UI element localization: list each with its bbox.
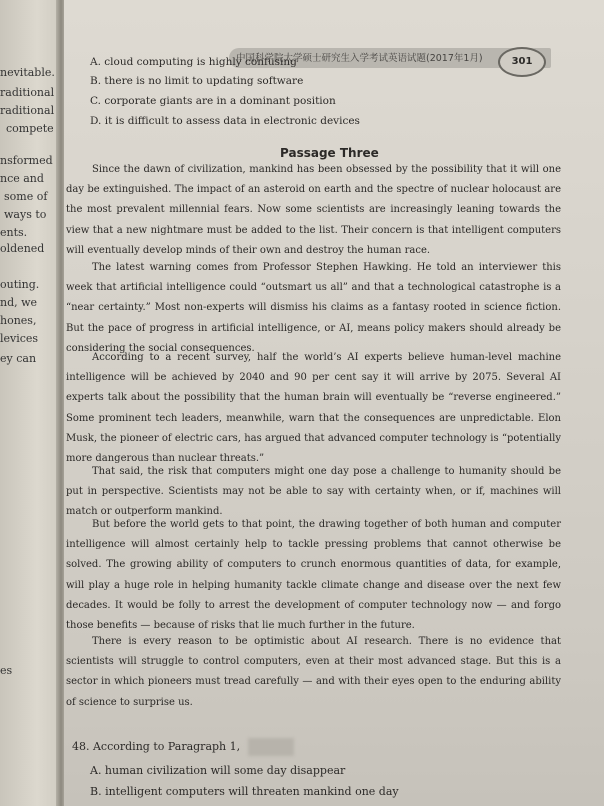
previous-option: C. corporate giants are in a dominant position bbox=[90, 95, 336, 107]
running-header: 中国科学院大学硕士研究生入学考试英语试题(2017年1月) bbox=[236, 53, 483, 64]
left-page-fragment: outing. bbox=[0, 278, 40, 291]
left-page-fragment: nd, we bbox=[0, 296, 38, 309]
previous-option: A. cloud computing is highly confusing bbox=[90, 56, 297, 68]
page-number: 301 bbox=[498, 47, 546, 77]
left-page-fragment: ways to bbox=[4, 208, 47, 221]
left-page-fragment: ents. bbox=[0, 226, 28, 239]
left-page-fragment: levices bbox=[0, 332, 39, 345]
previous-option: B. there is no limit to updating software bbox=[90, 75, 304, 87]
passage-paragraph: The latest warning comes from Professor Stephen Hawking. He told an interviewer this week that artificial intelligence could “outsmart us all” and that a technological catastrophe is a “near certainty.” Most non-experts will dismiss his claims as a fantasy rooted in science fiction. But the pace of progress in artificial intelligence, or AI, means policy makers should already be considering the social consequences. bbox=[66, 262, 561, 354]
passage-paragraph: Since the dawn of civilization, mankind has been obsessed by the possibility that it will one day be extinguished. The impact of an asteroid on earth and the spectre of nuclear holocaust are the most prevalent millennial fears. Now some scientists are increasingly leaning towards the view that a new nightmare must be added to the list. Their concern is that intelligent computers will eventually develop minds of their own and destroy the human race. bbox=[66, 164, 561, 256]
question-option: A. human civilization will some day disappear bbox=[90, 764, 346, 777]
left-page-fragment: ey can bbox=[0, 352, 37, 365]
question-option: B. intelligent computers will threaten mankind one day bbox=[90, 785, 399, 798]
left-page-fragment: nce and bbox=[0, 172, 44, 185]
passage-paragraph: But before the world gets to that point, the drawing together of both human and computer intelligence will almost certainly help to tackle pressing problems that cannot otherwise be solved. The growing ability of computers to crunch enormous quantities of data, for example, will play a huge role in helping humanity tackle climate change and disease over the next few decades. It would be folly to arrest the development of computer technology now — and forgo those benefits — because of risks that lie much further in the future. bbox=[66, 519, 561, 632]
left-page-fragment: nsformed bbox=[0, 154, 53, 167]
question-stem: 48. According to Paragraph 1, bbox=[72, 740, 241, 753]
left-page-fragment: oldened bbox=[0, 242, 45, 255]
passage-paragraph: That said, the risk that computers might one day pose a challenge to humanity should be put in perspective. Scientists may not be able to say with certainty when, or if, machines will match or outperform mankind. bbox=[66, 466, 561, 518]
left-page bbox=[0, 0, 62, 806]
left-page-fragment: some of bbox=[4, 190, 48, 203]
left-page-fragment: raditional bbox=[0, 104, 55, 117]
right-page bbox=[64, 0, 604, 806]
passage-paragraph: According to a recent survey, half the world’s AI experts believe human-level machine intelligence will be achieved by 2040 and 90 per cent say it will arrive by 2075. Several AI experts talk about the possibility that the human brain will eventually be “reverse engineered.” Some prominent tech leaders, meanwhile, warn that the consequences are unpredictable. Elon Musk, the pioneer of electric cars, has argued that advanced computer technology is “potentially more dangerous than nuclear threats.” bbox=[66, 352, 561, 465]
left-page-fragment: raditional bbox=[0, 86, 55, 99]
left-page-fragment: nevitable. bbox=[0, 66, 55, 79]
left-page-fragment: hones, bbox=[0, 314, 37, 327]
left-page-fragment: compete bbox=[6, 122, 54, 135]
previous-option: D. it is difficult to assess data in electronic devices bbox=[90, 115, 360, 127]
blurred-region bbox=[248, 738, 294, 756]
passage-paragraph: There is every reason to be optimistic about AI research. There is no evidence that scientists will struggle to control computers, even at their most advanced stage. But this is a sector in which pioneers must tread carefully — and with their eyes open to the enduring ability of science to surprise us. bbox=[66, 636, 561, 708]
left-page-fragment: es bbox=[0, 664, 13, 677]
passage-title: Passage Three bbox=[280, 146, 379, 160]
